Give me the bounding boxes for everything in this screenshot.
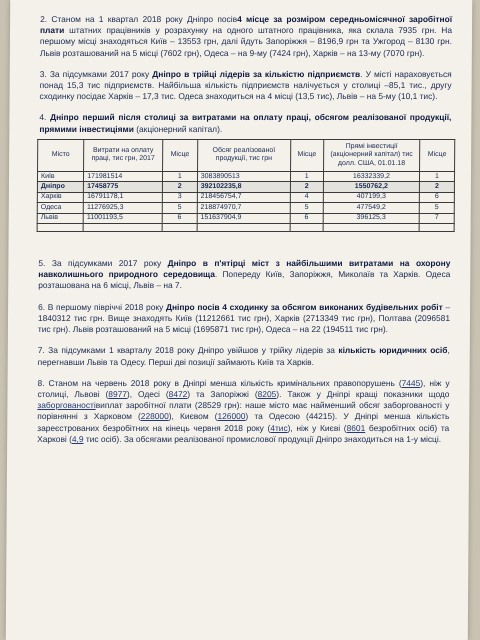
cell-rank-1: 1 bbox=[162, 172, 197, 182]
cell-rank-1: 6 bbox=[162, 213, 197, 223]
cell-rank-2: 5 bbox=[290, 203, 323, 213]
link-arrears-kharkiv[interactable]: 228000 bbox=[140, 411, 169, 422]
cell-investments: 407199,3 bbox=[323, 192, 419, 202]
cell-sales: 218456754,7 bbox=[197, 192, 290, 202]
link-crime-dnipro[interactable]: 7445 bbox=[401, 377, 421, 388]
paragraph-2-highlight: 4 місце за розміром середньомісячної заробітної плати bbox=[39, 14, 453, 36]
cell-sales: 3083890513 bbox=[197, 172, 290, 182]
cell-city: Київ bbox=[37, 172, 83, 182]
link-unemployed-kharkiv[interactable]: 4,9 bbox=[71, 433, 84, 444]
document-page bbox=[6, 0, 472, 640]
cell-investments: 1550762,2 bbox=[323, 182, 419, 192]
cell-wages: 11001193,5 bbox=[83, 213, 162, 223]
column-header-wages: Витрати на оплату праці, тис грн, 2017 bbox=[84, 139, 163, 171]
column-header-investments: Прямі інвестиції (акціонерний капітал) тис долл. США, 01.01.18 bbox=[323, 139, 419, 171]
link-wage-arrears[interactable]: заборгованості bbox=[37, 400, 96, 411]
cell-rank-2: 1 bbox=[290, 172, 323, 182]
link-unemployed-kyiv[interactable]: 8601 bbox=[346, 422, 366, 433]
cell-rank-1: 3 bbox=[162, 192, 197, 202]
column-header-rank-1: Місце bbox=[162, 139, 197, 171]
cell-city: Львів bbox=[37, 213, 83, 223]
cell-wages: 171981514 bbox=[84, 172, 163, 182]
cell-rank-3: 6 bbox=[419, 192, 454, 202]
cell-rank-3: 5 bbox=[419, 203, 454, 213]
link-crime-zaporizhzhia[interactable]: 8205 bbox=[257, 388, 277, 399]
link-crime-lviv[interactable]: 8977 bbox=[108, 388, 127, 399]
paragraph-5: 5. За підсумками 2017 року Дніпро в п'ятірці міст з найбільшими витратами на охорону навколишнього природного середовища. Попереду Київ, Запоріжжя, Миколаїв та Харків. Одеса розташована на 6 місці, Львів – на 7. bbox=[38, 258, 451, 291]
link-crime-odesa[interactable]: 8472 bbox=[168, 388, 188, 399]
paragraph-5-highlight: Дніпро в п'ятірці міст з найбільшими витратами на охорону навколишнього природного середовища bbox=[38, 258, 451, 280]
paragraph-6-highlight: Дніпро посів 4 сходинку за обсягом виконаних будівельних робіт bbox=[166, 301, 443, 312]
cell-investments: 16332339,2 bbox=[323, 172, 419, 182]
table-row-empty bbox=[37, 224, 454, 232]
paragraph-4-highlight: Дніпро перший після столиці за витратами на оплату праці, обсягом реалізованої продукції, прямими інвестиціями bbox=[39, 112, 452, 134]
cell-sales: 151637904,9 bbox=[197, 213, 290, 223]
cell-rank-2: 2 bbox=[290, 182, 323, 192]
document-body bbox=[37, 14, 452, 455]
table-row-odesa bbox=[37, 203, 454, 213]
column-header-city: Місто bbox=[38, 139, 84, 171]
paragraph-4: 4. Дніпро перший після столиці за витратами на оплату праці, обсягом реалізованої продукції, прямими інвестиціями (акціонерний капітал). bbox=[39, 112, 452, 134]
column-header-sales: Обсяг реалізованої продукції, тис грн bbox=[197, 139, 290, 171]
column-header-rank-3: Місце bbox=[420, 139, 455, 171]
city-comparison-table bbox=[37, 139, 456, 232]
table-row-kharkiv bbox=[37, 192, 454, 202]
cell-wages: 17458775 bbox=[84, 182, 163, 192]
table-header-row bbox=[38, 139, 455, 171]
cell-rank-3: 1 bbox=[419, 172, 454, 182]
cell-rank-1: 2 bbox=[162, 182, 197, 192]
cell-investments: 396125,3 bbox=[323, 213, 419, 223]
cell-rank-2: 6 bbox=[290, 213, 323, 223]
paragraph-6: 6. В першому півріччі 2018 року Дніпро посів 4 сходинку за обсягом виконаних будівельних робіт – 1840312 тис грн. Вище знаходять Київ (11212661 тис грн), Харків (2713349 тис грн), Полтава (2096581 тис грн). Львів розташований на 5 місці (1695871 тис грн), Одеса – на 22 (194511 тис грн). bbox=[37, 301, 451, 335]
column-header-rank-2: Місце bbox=[290, 139, 323, 171]
link-arrears-kyiv[interactable]: 126000 bbox=[217, 411, 246, 422]
cell-rank-3: 7 bbox=[419, 213, 454, 223]
table-row-lviv bbox=[37, 213, 454, 223]
paragraph-2: 2. Станом на 1 квартал 2018 року Дніпро посів4 місце за розміром середньомісячної заробітної плати штатних працівників у розрахунку на одного штатного працівника, яка склала 7935 грн. На першому місці знаходяться Київ – 13553 грн, далі йдуть Запоріжжя – 8196,9 грн та Ужгород – 8130 грн. Львів розташований на 5 місці (7602 грн), Одеса – на 9-му (7424 грн), Харків – на 13-му (7070 грн). bbox=[39, 14, 453, 58]
cell-investments: 477549,2 bbox=[323, 203, 419, 213]
cell-rank-1: 5 bbox=[162, 203, 197, 213]
paragraph-7: 7. За підсумками 1 кварталу 2018 року Дніпро увійшов у трійку лідерів за кількість юридичних осіб, перегнавши Львів та Одесу. Перші дві позиції займають Київ та Харків. bbox=[37, 345, 450, 367]
paragraph-7-highlight: кількість юридичних осіб bbox=[338, 345, 448, 356]
cell-wages: 11276925,3 bbox=[83, 203, 162, 213]
table-row-dnipro bbox=[37, 182, 454, 192]
cell-city: Одеса bbox=[37, 203, 83, 213]
paragraph-3: 3. За підсумками 2017 року Дніпро в трійці лідерів за кількістю підприємств. У місті нараховується понад 15,3 тис підприємств. Найбільша кількість підприємств налічується у столиці –85,1 тис., другу сходинку посідає Харків – 17,3 тис. Одеса знаходиться на 4 місці (13,5 тис), Львів – на 5-му (10,1 тис). bbox=[39, 68, 452, 102]
link-unemployed-dnipro[interactable]: 4тис bbox=[270, 422, 288, 433]
cell-wages: 16791178,1 bbox=[84, 192, 163, 202]
cell-rank-2: 4 bbox=[290, 192, 323, 202]
table-row-kyiv bbox=[37, 172, 454, 182]
cell-city: Дніпро bbox=[37, 182, 83, 192]
cell-sales: 392102235,8 bbox=[197, 182, 290, 192]
cell-rank-3: 2 bbox=[419, 182, 454, 192]
cell-city: Харків bbox=[37, 192, 83, 202]
paragraph-8: 8. Станом на червень 2018 року в Дніпрі менша кількість кримінальних правопорушень (7445), ніж у столиці, Львові (8977), Одесі (8472) та Запоріжжі (8205). Також у Дніпрі кращі показники щодо заборгованостівиплат заробітної плати (28529 грн): наше місто має найменший обсяг заборгованості у порівнянні з Харковом (228000), Києвом (126000) та Одесою (44215). У Дніпрі менша кількість зареєстрованих безробітних на кінець червня 2018 року (4тис), ніж у Києві (8601 безробітних осіб) та Харкові (4,9 тис осіб). За обсягами реалізованої промислової продукції Дніпро знаходиться на 1-у місці. bbox=[37, 377, 450, 444]
cell-sales: 218874970,7 bbox=[197, 203, 290, 213]
paragraph-3-highlight: Дніпро в трійці лідерів за кількістю підприємств bbox=[152, 68, 361, 79]
